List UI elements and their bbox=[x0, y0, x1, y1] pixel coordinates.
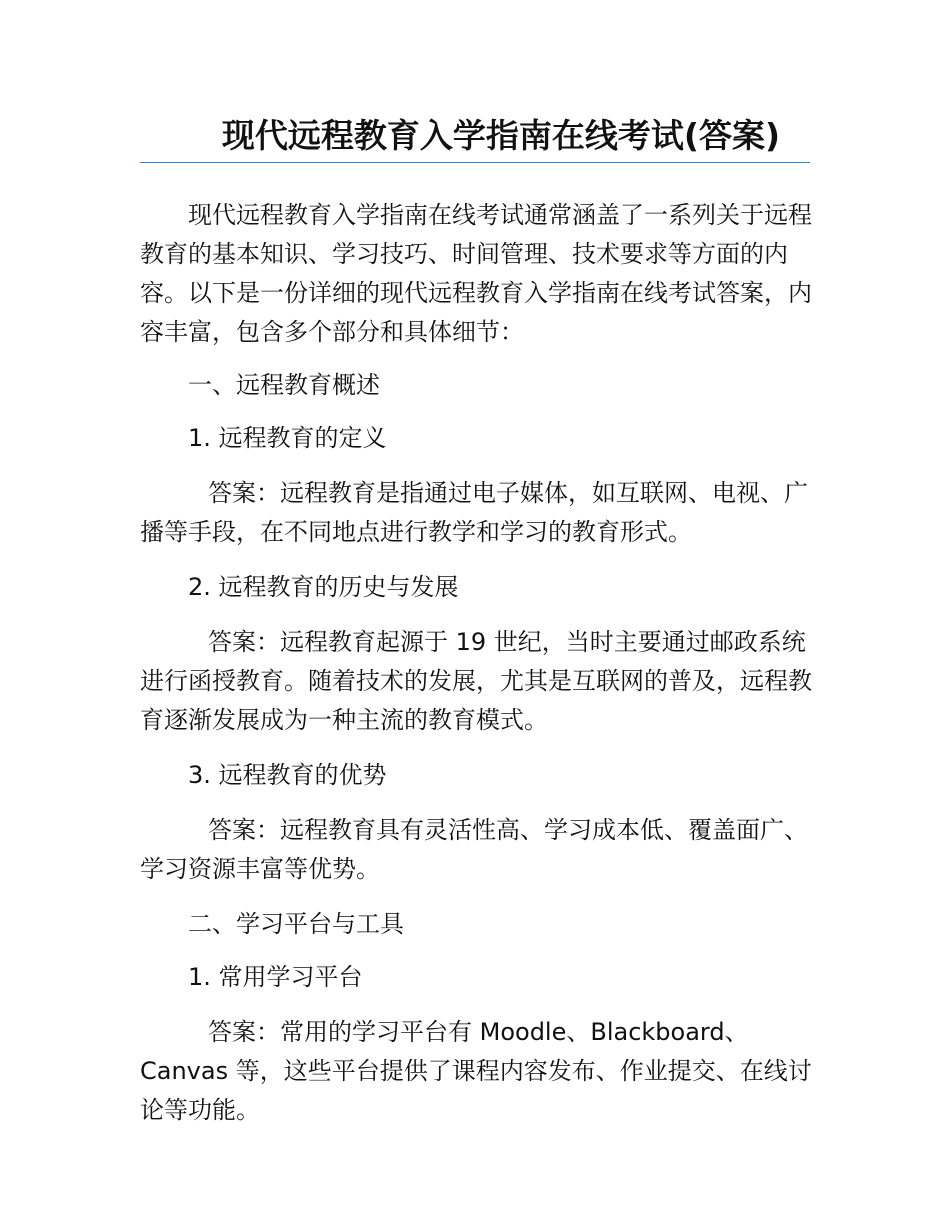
item-heading-history: 2. 远程教育的历史与发展 bbox=[188, 573, 459, 601]
document-page bbox=[140, 112, 812, 1130]
answer-history: 答案：远程教育起源于 19 世纪，当时主要通过邮政系统进行函授教育。随着技术的发展，尤其是互联网的普及，远程教育逐渐发展成为一种主流的教育模式。 bbox=[140, 628, 812, 734]
section-heading-overview: 一、远程教育概述 bbox=[188, 371, 380, 399]
answer-definition: 答案：远程教育是指通过电子媒体，如互联网、电视、广播等手段，在不同地点进行教学和学习的教育形式。 bbox=[140, 479, 808, 546]
item-heading-definition: 1. 远程教育的定义 bbox=[188, 424, 387, 452]
section-heading-platforms: 二、学习平台与工具 bbox=[188, 910, 404, 938]
intro-paragraph: 现代远程教育入学指南在线考试通常涵盖了一系列关于远程教育的基本知识、学习技巧、时间管理、技术要求等方面的内容。以下是一份详细的现代远程教育入学指南在线考试答案，内容丰富，包含多个部分和具体细节： bbox=[140, 201, 812, 346]
item-heading-common-platforms: 1. 常用学习平台 bbox=[188, 963, 363, 991]
item-heading-advantages: 3. 远程教育的优势 bbox=[188, 761, 387, 789]
answer-common-platforms: 答案：常用的学习平台有 Moodle、Blackboard、Canvas 等，这些平台提供了课程内容发布、作业提交、在线讨论等功能。 bbox=[140, 1018, 812, 1124]
title-underline bbox=[140, 162, 810, 163]
document-title: 现代远程教育入学指南在线考试(答案) bbox=[221, 116, 781, 155]
answer-advantages: 答案：远程教育具有灵活性高、学习成本低、覆盖面广、学习资源丰富等优势。 bbox=[140, 816, 808, 883]
